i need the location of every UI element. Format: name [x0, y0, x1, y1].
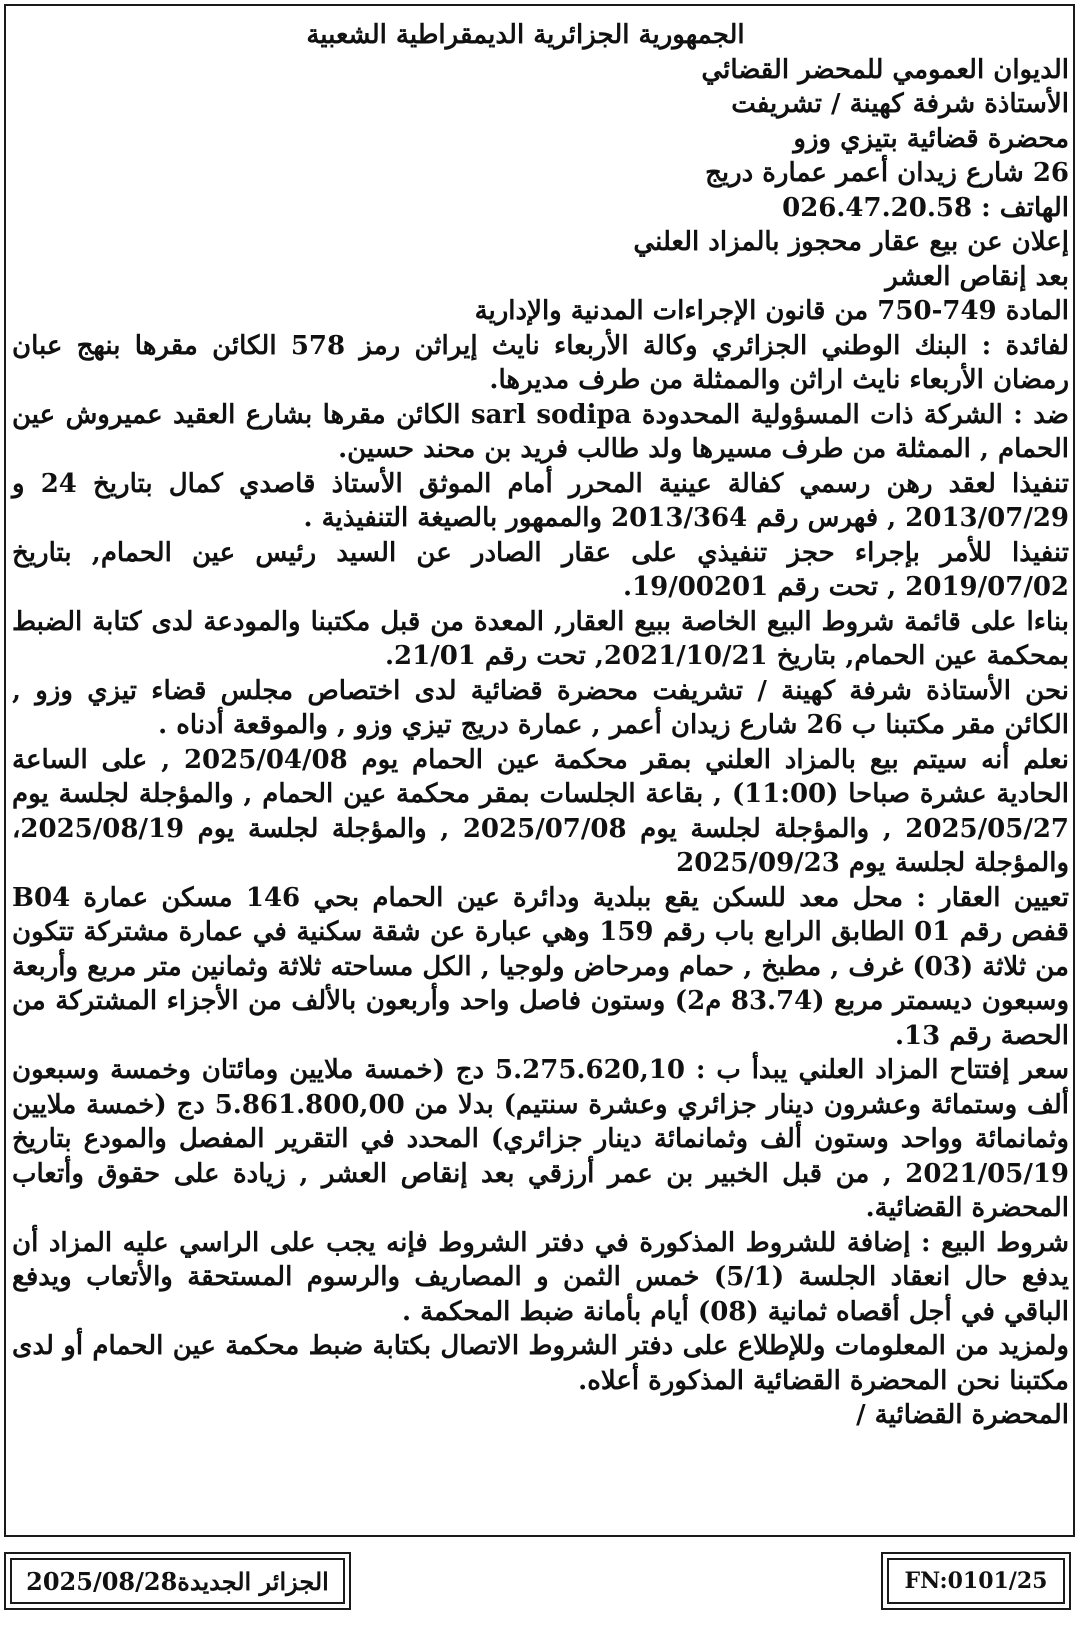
newspaper-date-box: [4, 1552, 351, 1610]
office-heading: الديوان العمومي للمحضر القضائي: [701, 54, 1069, 85]
reference-inner: [887, 1558, 1065, 1604]
sale-date-paragraph: نعلم أنه سيتم بيع بالمزاد العلني بمقر محكمة عين الحمام يوم 2025/04/08 , على الساعة الحادية عشرة صباحا (11:00) , بقاعة الجلسات بمقر محكمة عين الحمام , والمؤجلة لجلسة يوم 2025/05/27 , والمؤجلة لجلسة يوم 2025/07/08 , والمؤجلة لجلسة يوم 2025/08/19، والمؤجلة لجلسة يوم 2025/09/23: [12, 744, 1069, 878]
sale-terms-paragraph: شروط البيع : إضافة للشروط المذكورة في دفتر الشروط فإنه يجب على الراسي عليه المزاد أن يدفع حال انعقاد الجلسة (5/1) خمس الثمن و المصاريف والرسوم المستحقة والأتعاب ويدفع الباقي في أجل أقصاه ثمانية (08) أيام بأمانة ضبط المحكمة .: [12, 1227, 1069, 1327]
newspaper-date-inner: [10, 1558, 345, 1604]
notice-body: [12, 18, 1069, 1433]
office-address: 26 شارع زيدان أعمر عمارة دريج: [705, 158, 1069, 188]
conditions-list-paragraph: بناءا على قائمة شروط البيع الخاصة ببيع العقار, المعدة من قبل مكتبنا والمودعة لدى كتابة الضبط بمحكمة عين الحمام, بتاريخ 2021/10/21, تحت رقم 21/01.: [12, 606, 1069, 671]
signature: المحضرة القضائية /: [856, 1400, 1069, 1430]
execution-paragraph-2: تنفيذا للأمر بإجراء حجز تنفيذي على عقار الصادر عن السيد رئيس عين الحمام, بتاريخ 2019/07/02 , تحت رقم 19/00201.: [12, 537, 1069, 602]
office-phone: الهاتف : 026.47.20.58: [782, 192, 1069, 223]
notice-title: إعلان عن بيع عقار محجوز بالمزاد العلني: [633, 227, 1069, 257]
beneficiary-paragraph: لفائدة : البنك الوطني الجزائري وكالة الأربعاء نايث إيراثن رمز 578 الكائن مقرها بنهج عبان رمضان الأربعاء نايث اراثن والممثلة من طرف مديرها.: [12, 330, 1069, 395]
bailiff-statement-paragraph: نحن الأستاذة شرفة كهينة / تشريفت محضرة قضائية لدى اختصاص مجلس قضاء تيزي وزو , الكائن مقر مكتبنا ب 26 شارع زيدان أعمر , عمارة دريج تيزي وزو , والموقعة أدناه .: [12, 675, 1069, 740]
republic-heading: الجمهورية الجزائرية الديمقراطية الشعبية: [306, 20, 745, 50]
newspaper-date: الجزائر الجديدة2025/08/28: [26, 1566, 329, 1596]
notice-frame: [4, 4, 1075, 1537]
price-paragraph: سعر إفتتاح المزاد العلني يبدأ ب : 5.275.620,10 دج (خمسة ملايين ومائتان وخمسة وسبعون ألف وستمائة وعشرون دينار جزائري وعشرة سنتيم) بدلا من 5.861.800,00 دج (خمسة ملايين وثمانمائة وواحد وستون ألف وثمانمائة دينار جزائري) المحدد في التقرير المفصل والمودع بتاريخ 2021/05/19 , من قبل الخبير بن عمر أرزقي بعد إنقاص العشر , زيادة على حقوق وأتعاب المحضرة القضائية.: [12, 1055, 1070, 1223]
against-paragraph: ضد : الشركة ذات المسؤولية المحدودة sarl sodipa الكائن مقرها بشارع العقيد عميروش عين الحمام , الممثلة من طرف مسيرها ولد طالب فريد بن محند حسين.: [12, 399, 1069, 464]
bailiff-name: الأستاذة شرفة كهينة / تشريفت: [731, 89, 1069, 119]
law-article: المادة 749-750 من قانون الإجراءات المدنية والإدارية: [474, 296, 1069, 326]
reference-number: FN:0101/25: [904, 1568, 1048, 1594]
court-office: محضرة قضائية بتيزي وزو: [793, 123, 1069, 154]
reference-box: [881, 1552, 1071, 1610]
more-info-paragraph: ولمزيد من المعلومات وللإطلاع على دفتر الشروط الاتصال بكتابة ضبط محكمة عين الحمام أو لدى مكتبنا نحن المحضرة القضائية المذكورة أعلاه.: [12, 1331, 1069, 1396]
execution-paragraph-1: تنفيذا لعقد رهن رسمي كفالة عينية المحرر أمام الموثق الأستاذ قاصدي كمال بتاريخ 24 و 2013/07/29 , فهرس رقم 2013/364 والممهور بالصيغة التنفيذية .: [12, 468, 1070, 533]
property-paragraph: تعيين العقار : محل معد للسكن يقع ببلدية ودائرة عين الحمام بحي 146 مسكن عمارة B04 قفص رقم 01 الطابق الرابع باب رقم 159 وهي عبارة عن شقة سكنية في عمارة مشتركة تتكون من ثلاثة (03) غرف , مطبخ , حمام ومرحاض ولوجيا , الكل مساحته ثلاثة وثمانين متر مربع وأربعة وسبعون ديسمتر مربع (83.74 م2) وستون فاصل واحد وأربعون بالألف من الأجزاء المشتركة من الحصة رقم 13.: [12, 882, 1070, 1051]
notice-subtitle: بعد إنقاص العشر: [885, 261, 1069, 292]
